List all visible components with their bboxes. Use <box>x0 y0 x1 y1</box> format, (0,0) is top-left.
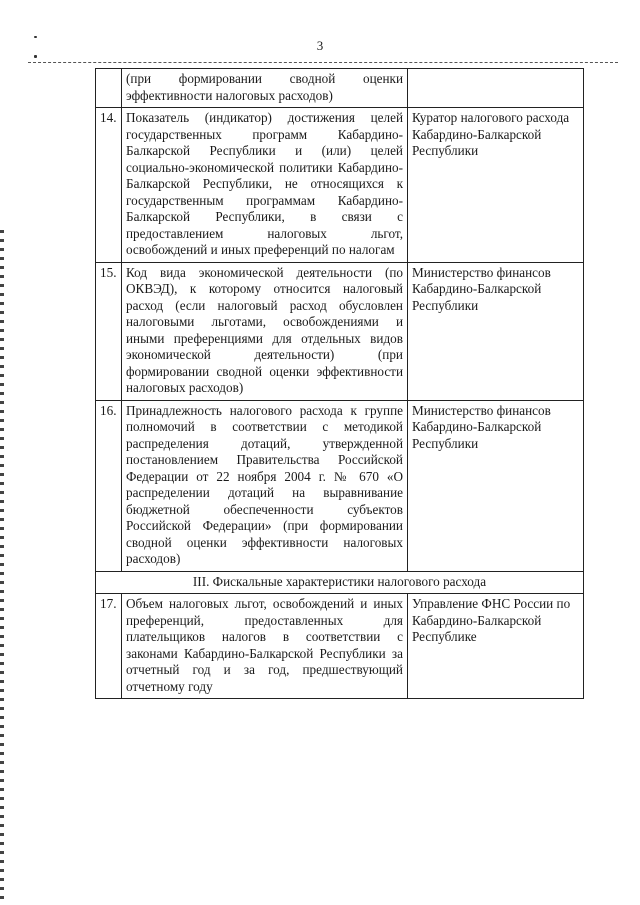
table-row <box>96 400 584 571</box>
page-number: 3 <box>316 38 324 53</box>
row-description: Объем налоговых льгот, освобождений и иных преференций, предоставленных для плательщиков налогов в соответствии с законами Кабардино-Балкарской Республики за отчетный год и за год, предшествующий отчетному году <box>122 594 408 699</box>
row-description: Код вида экономической деятельности (по ОКВЭД), к которому относится налоговый расход (если налоговый расход обусловлен налоговыми льготами, освобождениями и иными преференциями для отдельных видов экономической деятельности) (при формировании сводной оценки эффективности налоговых расходов) <box>122 262 408 400</box>
row-number: 15. <box>96 262 122 400</box>
row-description: (при формировании сводной оценки эффективности налоговых расходов) <box>122 69 408 108</box>
row-responsible: Управление ФНС России по Кабардино-Балкарской Республике <box>408 594 584 699</box>
row-responsible: Министерство финансов Кабардино-Балкарской Республики <box>408 262 584 400</box>
table-row <box>96 262 584 400</box>
row-description: Показатель (индикатор) достижения целей государственных программ Кабардино-Балкарской Республики и (или) целей социально-экономической политики Кабардино-Балкарской Республики, не относящихся к государственным программам Кабардино-Балкарской Республики, в связи с предоставлением налоговых льгот, освобождений и иных преференций по налогам <box>122 108 408 263</box>
scan-edge-marks <box>0 230 4 900</box>
row-responsible <box>408 69 584 108</box>
table-row <box>96 108 584 263</box>
row-number: 16. <box>96 400 122 571</box>
section-heading: III. Фискальные характеристики налогового расхода <box>96 571 584 594</box>
table-row <box>96 69 584 108</box>
row-responsible: Куратор налогового расхода Кабардино-Балкарской Республики <box>408 108 584 263</box>
section-heading-row <box>96 571 584 594</box>
header-rule <box>28 62 618 63</box>
row-responsible: Министерство финансов Кабардино-Балкарской Республики <box>408 400 584 571</box>
row-number: 14. <box>96 108 122 263</box>
indicator-table <box>95 68 584 699</box>
table-row <box>96 594 584 699</box>
row-number: 17. <box>96 594 122 699</box>
scan-artifact-dot <box>34 55 37 58</box>
row-number <box>96 69 122 108</box>
row-description: Принадлежность налогового расхода к группе полномочий в соответствии с методикой распределения дотаций, утвержденной постановлением Правительства Российской Федерации от 22 ноября 2004 г. № 670 «О распределении дотаций на выравнивание бюджетной обеспеченности субъектов Российской Федерации» (при формировании сводной оценки эффективности налоговых расходов) <box>122 400 408 571</box>
